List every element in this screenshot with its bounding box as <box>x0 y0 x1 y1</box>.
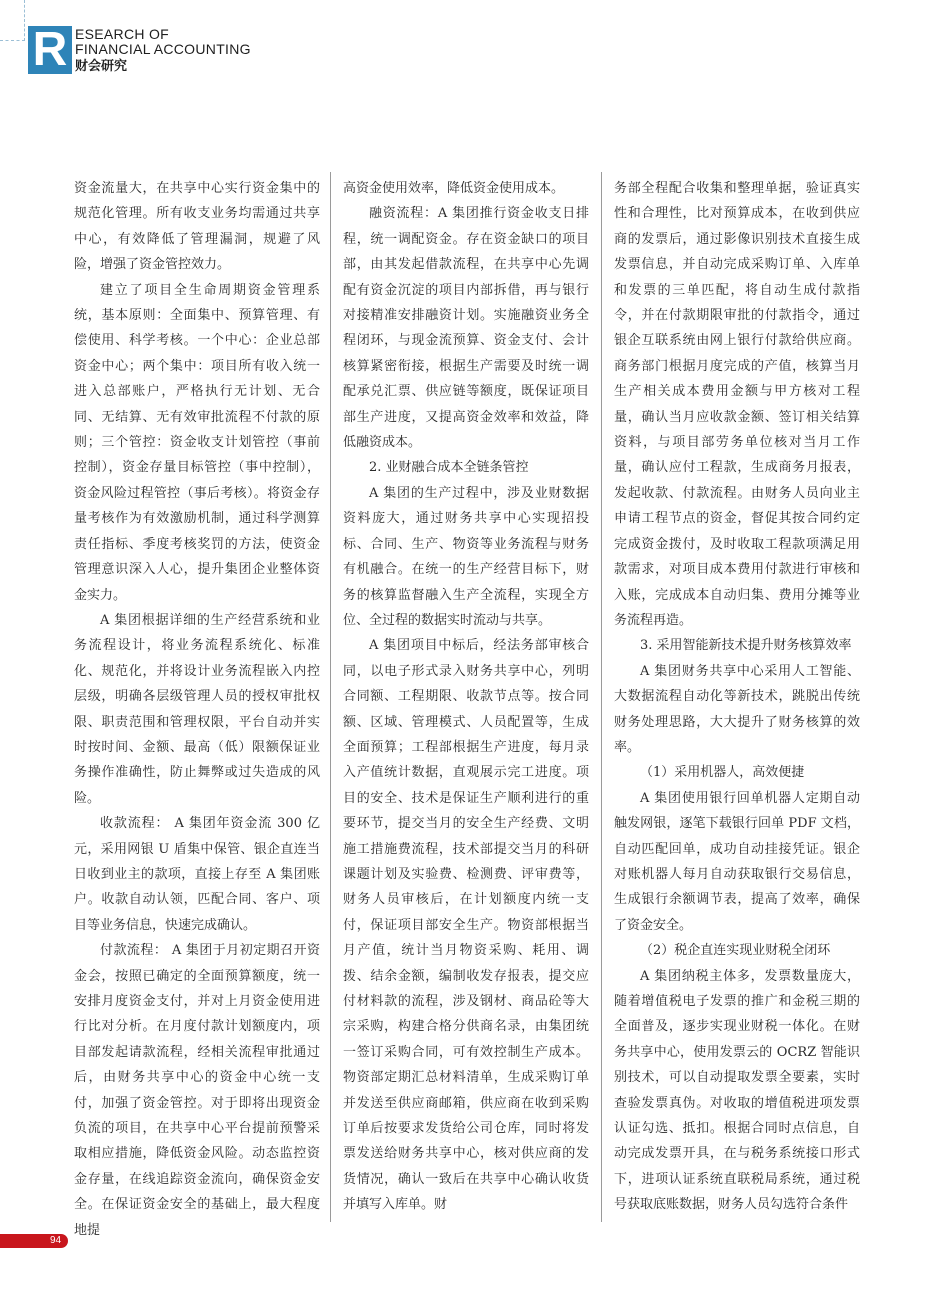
body-paragraph: 务部全程配合收集和整理单据，验证真实性和合理性，比对预算成本，在收到供应商的发票后，通过影像识别技术直接生成发票信息，并自动完成采购订单、入库单和发票的三单匹配，将自动生成付款指令，并在付款期限审批的付款指令，通过银企互联系统由网上银行付款给供应商。商务部门根据月度完成的产值，核算当月生产相关成本费用金额与甲方核对工程量，确认当月应收款金额、签订相关结算资料，与项目部劳务单位核对当月工作量，确认应付工程款，生成商务月报表，发起收款、付款流程。由财务人员向业主申请工程节点的资金，督促其按合同约定完成资金拨付，及时收取工程款项满足用款需求，对项目成本费用付款进行审核和入账，完成成本自动归集、费用分摊等业务流程再造。 <box>614 181 860 628</box>
logo-text-line2: FINANCIAL ACCOUNTING <box>75 41 251 57</box>
body-paragraph: 融资流程：A 集团推行资金收支日排程，统一调配资金。存在资金缺口的项目部，由其发起借款流程，在共享中心先调配有资金沉淀的项目内部拆借，再与银行对接精准安排融资计划。实施融资业务全程闭环，与现金流预算、资金支付、会计核算紧密衔接，根据生产需要及时统一调配承兑汇票、供应链等额度，既保证项目部生产进度，又提高资金效率和效益，降低融资成本。 <box>343 206 589 451</box>
logo-letter-mark: R <box>28 26 72 74</box>
body-paragraph: 高资金使用效率，降低资金使用成本。 <box>343 181 565 196</box>
column-divider <box>330 172 331 1222</box>
body-paragraph: A 集团纳税主体多，发票数量庞大，随着增值税电子发票的推广和金税三期的全面普及，逐步实现业财税一体化。在财务共享中心，使用发票云的 OCRZ 智能识别技术，可以自动提取发票全要素，实时查验发票真伪。对收取的增值税进项发票认证勾选、抵扣。根据合同时点信息，自动完成发票开具，在与税务系统接口形式下，进项认证系统直联税局系统，通过税号获取底账数据，财务人员勾选符合条件 <box>614 968 860 1213</box>
body-paragraph: A 集团使用银行回单机器人定期自动触发网银，逐笔下载银行回单 PDF 文档，自动匹配回单，成功自动挂接凭证。银企对账机器人每月自动获取银行交易信息，生成银行余额调节表，提高了效率，确保了资金安全。 <box>614 790 860 933</box>
body-paragraph: 资金流量大，在共享中心实行资金集中的规范化管理。所有收支业务均需通过共享中心，有效降低了管理漏洞，规避了风险，增强了资金管控效力。 <box>74 181 320 273</box>
text-column-1 <box>74 176 320 1238</box>
text-column-3 <box>614 176 860 1216</box>
body-paragraph: （2）税企直连实现业财税全闭环 <box>640 943 831 959</box>
text-column-2 <box>343 176 589 1216</box>
column-divider <box>601 172 602 1222</box>
logo-text-line3: 财会研究 <box>75 58 128 73</box>
logo-text-line1: ESEARCH OF <box>75 26 170 42</box>
body-paragraph: 3. 采用智能新技术提升财务核算效率 <box>640 638 852 654</box>
body-paragraph: A 集团的生产过程中，涉及业财数据资料庞大，通过财务共享中心实现招投标、合同、生产、物资等业务流程与财务有机融合。在统一的生产经营目标下，财务的核算监督融入生产全流程，实现全方位、全过程的数据实时流动与共享。 <box>343 485 589 628</box>
body-paragraph: 建立了项目全生命周期资金管理系统，基本原则：全面集中、预算管理、有偿使用、科学考核。一个中心：企业总部资金中心；两个集中：项目所有收入统一进入总部账户，严格执行无计划、无合同、无结算、无有效审批流程不付款的原则；三个管控：资金收支计划管控（事前控制），资金存量目标管控（事中控制），资金风险过程管控（事后考核）。将资金存量考核作为有效激励机制，通过科学测算责任指标、季度考核奖罚的方法，使资金管理意识深入人心，提升集团企业整体资金实力。 <box>74 282 320 603</box>
body-paragraph: A 集团项目中标后，经法务部审核合同，以电子形式录入财务共享中心，列明合同额、工程期限、收款节点等。按合同额、区域、管理模式、人员配置等，生成全面预算；工程部根据生产进度，每月录入产值统计数据，直观展示完工进度。项目的安全、技术是保证生产顺利进行的重要环节，提交当月的安全生产经费、文明施工措施费流程，技术部提交当月的科研课题计划及实验费、检测费、评审费等，财务人员审核后，在计划额度内统一支付，保证项目部安全生产。物资部根据当月产值，统计当月物资采购、耗用、调拨、结余金额，编制收发存报表，提交应付材料款的流程，涉及钢材、商品砼等大宗采购，构建合格分供商名录，由集团统一签订采购合同，可有效控制生产成本。物资部定期汇总材料清单，生成采购订单并发送至供应商邮箱，供应商在收到采购订单后按要求发货给公司仓库，同时将发票发送给财务共享中心，核对供应商的发货情况，确认一致后在共享中心确认收货并填写入库单。财 <box>343 638 589 1213</box>
crop-corner-mark <box>0 0 25 41</box>
body-paragraph: 付款流程： A 集团于月初定期召开资金会，按照已确定的全面预算额度，统一安排月度资金支付，并对上月资金使用进行比对分析。在月度付款计划额度内，项目部发起请款流程，经相关流程审批通过后，由财务共享中心的资金中心统一支付，加强了资金管控。对于即将出现资金负流的项目，在共享中心平台提前预警采取相应措施，降低资金风险。动态监控资金存量，在线追踪资金流向，确保资金安全。在保证资金安全的基础上，最大程度地提 <box>74 943 320 1238</box>
body-paragraph: 2. 业财融合成本全链条管控 <box>369 460 529 476</box>
body-paragraph: A 集团根据详细的生产经营系统和业务流程设计，将业务流程系统化、标准化、规范化，并将设计业务流程嵌入内控层级，明确各层级管理人员的授权审批权限、职责范围和管理权限，平台自动并实时按时间、金额、最高（低）限额保证业务操作准确性，防止舞弊或过失造成的风险。 <box>74 612 320 806</box>
body-paragraph: 收款流程： A 集团年资金流 300 亿元，采用网银 U 盾集中保管、银企直连当日收到业主的款项，直接上存至 A 集团账户。收款自动认领，匹配合同、客户、项目等业务信息，快速完成确认。 <box>74 816 320 933</box>
body-paragraph: （1）采用机器人，高效便捷 <box>640 765 805 781</box>
journal-logo <box>28 23 288 76</box>
page-number: 94 <box>50 1235 62 1246</box>
body-paragraph: A 集团财务共享中心采用人工智能、大数据流程自动化等新技术，跳脱出传统财务处理思路，大大提升了财务核算的效率。 <box>614 663 860 755</box>
